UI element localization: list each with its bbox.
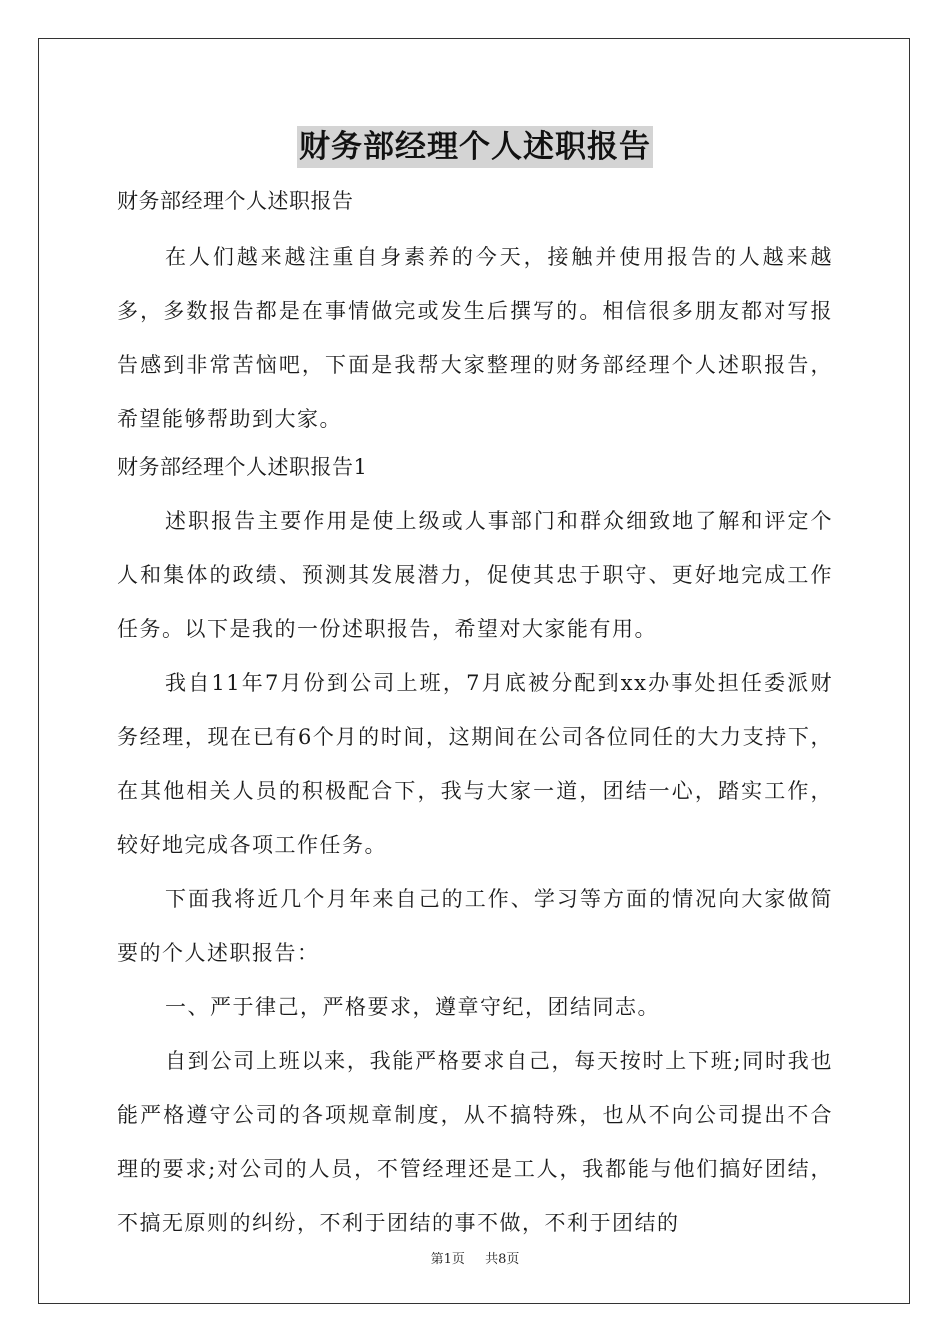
page-total: 共8页 [485,1252,520,1267]
body-paragraph: 自到公司上班以来，我能严格要求自己，每天按时上下班;同时我也能严格遵守公司的各项规章制度，从不搞特殊，也从不向公司提出不合理的要求;对公司的人员，不管经理还是工人，我都能与他们搞好团结，不搞无原则的纠纷，不利于团结的事不做，不利于团结的 [117,1049,833,1235]
intro-paragraph: 在人们越来越注重自身素养的今天，接触并使用报告的人越来越多，多数报告都是在事情做完或发生后撰写的。相信很多朋友都对写报告感到非常苦恼吧，下面是我帮大家整理的财务部经理个人述职报告，希望能够帮助到大家。 [117,245,833,431]
page-footer [0,1248,950,1267]
document-title: 财务部经理个人述职报告 [297,126,653,168]
subtitle-paragraph: 财务部经理个人述职报告 [117,189,354,213]
body-paragraph: 述职报告主要作用是使上级或人事部门和群众细致地了解和评定个人和集体的政绩、预测其发展潜力，促使其忠于职守、更好地完成工作任务。以下是我的一份述职报告，希望对大家能有用。 [117,509,833,641]
section-heading: 财务部经理个人述职报告1 [117,455,368,479]
numbered-heading: 一、严于律己，严格要求，遵章守纪，团结同志。 [165,995,660,1019]
title-container [0,126,950,168]
body-paragraph: 下面我将近几个月年来自己的工作、学习等方面的情况向大家做简要的个人述职报告： [117,887,833,965]
page-number: 第1页 [430,1252,465,1267]
document-body [117,180,833,1250]
body-paragraph: 我自11年7月份到公司上班，7月底被分配到xx办事处担任委派财务经理，现在已有6个月的时间，这期间在公司各位同任的大力支持下，在其他相关人员的积极配合下，我与大家一道，团结一心，踏实工作，较好地完成各项工作任务。 [117,671,833,857]
